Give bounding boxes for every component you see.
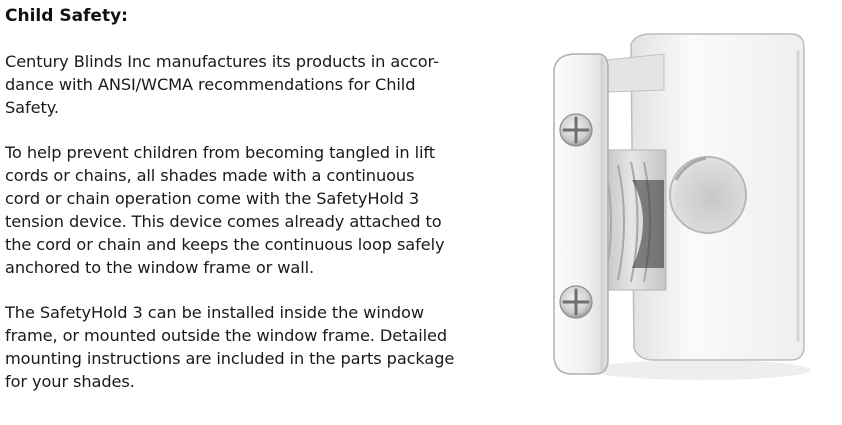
child-safety-section — [5, 4, 495, 393]
paragraph-line: frame, or mounted outside the window frame. Detailed — [5, 326, 448, 345]
paragraph-line: cord or chain operation come with the SafetyHold 3 — [5, 189, 420, 208]
paragraph-line: for your shades. — [5, 372, 135, 391]
paragraph-line: Century Blinds Inc manufactures its products in accor- — [5, 52, 439, 71]
paragraph-line: The SafetyHold 3 can be installed inside the window — [5, 303, 425, 322]
paragraph-safetyhold-description — [5, 141, 495, 279]
section-heading: Child Safety: — [5, 6, 128, 26]
paragraph-line: To help prevent children from becoming tangled in lift — [5, 143, 435, 162]
tension-device-bracket-icon — [536, 30, 826, 390]
paragraph-line: Safety. — [5, 98, 59, 117]
paragraph-line: tension device. This device comes already attached to — [5, 212, 442, 231]
paragraph-line: the cord or chain and keeps the continuous loop safely — [5, 235, 445, 254]
paragraph-installation — [5, 301, 495, 393]
paragraph-line: anchored to the window frame or wall. — [5, 258, 315, 277]
paragraph-line: cords or chains, all shades made with a continuous — [5, 166, 415, 185]
paragraph-line: mounting instructions are included in the parts package — [5, 349, 455, 368]
paragraph-ansi-compliance — [5, 50, 495, 119]
paragraph-line: dance with ANSI/WCMA recommendations for Child — [5, 75, 416, 94]
